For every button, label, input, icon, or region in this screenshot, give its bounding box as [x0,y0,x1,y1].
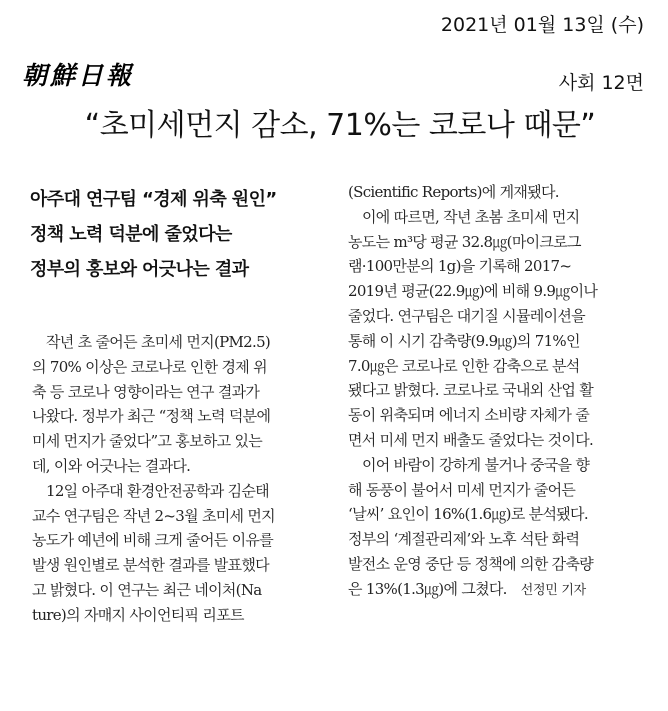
body-line: 이어 바람이 강하게 불거나 중국을 향 [362,455,590,474]
body-line: 미세 먼지가 줄었다”고 홍보하고 있는 [32,432,263,451]
body-line: 2019년 평균(22.9㎍)에 비해 9.9㎍이나 [348,282,598,301]
body-line: 고 밝혔다. 이 연구는 최근 네이처(Na [32,580,262,599]
body-line: 교수 연구팀은 작년 2~3월 초미세 먼지 [32,506,275,525]
body-line: 데, 이와 어긋나는 결과다. [32,456,191,475]
body-line: 은 13%(1.3㎍)에 그쳤다. [348,579,507,598]
body-line: 발전소 운영 중단 등 정책에 의한 감축량 [348,554,594,573]
article-body-left-column [32,330,332,628]
body-line-final [348,577,648,604]
body-line: 램·100만분의 1g)을 기록해 2017~ [348,257,572,276]
body-line: 12일 아주대 환경안전공학과 김순태 [46,481,269,500]
body-line: ture)의 자매지 사이언티픽 리포트 [32,605,244,624]
body-line: 나왔다. 정부가 최근 “정책 노력 덕분에 [32,407,271,426]
publication-date: 2021년 01월 13일 (수) [440,14,644,36]
body-line: 작년 초 줄어든 초미세 먼지(PM2.5) [46,333,271,351]
body-line: 해 동풍이 불어서 미세 먼지가 줄어든 [348,480,576,499]
body-line: 의 70% 이상은 코로나로 인한 경제 위 [32,357,267,376]
body-line: 7.0㎍은 코로나로 인한 감축으로 분석 [348,356,580,375]
subhead-line: 정책 노력 덕분에 줄었다는 [30,224,232,245]
byline: 선정민 기자 [520,582,586,598]
body-line: 줄었다. 연구팀은 대기질 시뮬레이션을 [348,306,585,325]
body-line: 농도가 예년에 비해 크게 줄어든 이유를 [32,531,273,550]
body-line: 농도는 m³당 평균 32.8㎍(마이크로그 [348,232,581,251]
subhead-line: 아주대 연구팀 “경제 위축 원인” [30,189,277,210]
body-line: 면서 미세 먼지 배출도 줄었다는 것이다. [348,430,594,449]
body-line: 동이 위축되며 에너지 소비량 자체가 줄 [348,406,589,425]
body-line: 축 등 코로나 영향이라는 연구 결과가 [32,382,260,401]
article-body-right-column [348,180,648,604]
newspaper-logo: 朝鮮日報 [22,61,135,90]
body-line: 정부의 ‘계절관리제’와 노후 석탄 화력 [348,530,580,549]
body-line: 이에 따르면, 작년 초봄 초미세 먼지 [362,207,580,226]
body-line: 통해 이 시기 감축량(9.9㎍)의 71%인 [348,331,580,350]
body-line: 발생 원인별로 분석한 결과를 발표했다 [32,556,269,575]
section-page-label: 사회 12면 [558,72,644,94]
body-line: ‘날씨’ 요인이 16%(1.6㎍)로 분석됐다. [348,505,588,524]
article-subhead [30,182,340,287]
body-line: 됐다고 밝혔다. 코로나로 국내외 산업 활 [348,381,594,400]
article-headline: “초미세먼지 감소, 71%는 코로나 때문” [84,108,596,143]
body-line: (Scientific Reports)에 게재됐다. [348,183,559,201]
subhead-line: 정부의 홍보와 어긋나는 결과 [30,259,249,280]
